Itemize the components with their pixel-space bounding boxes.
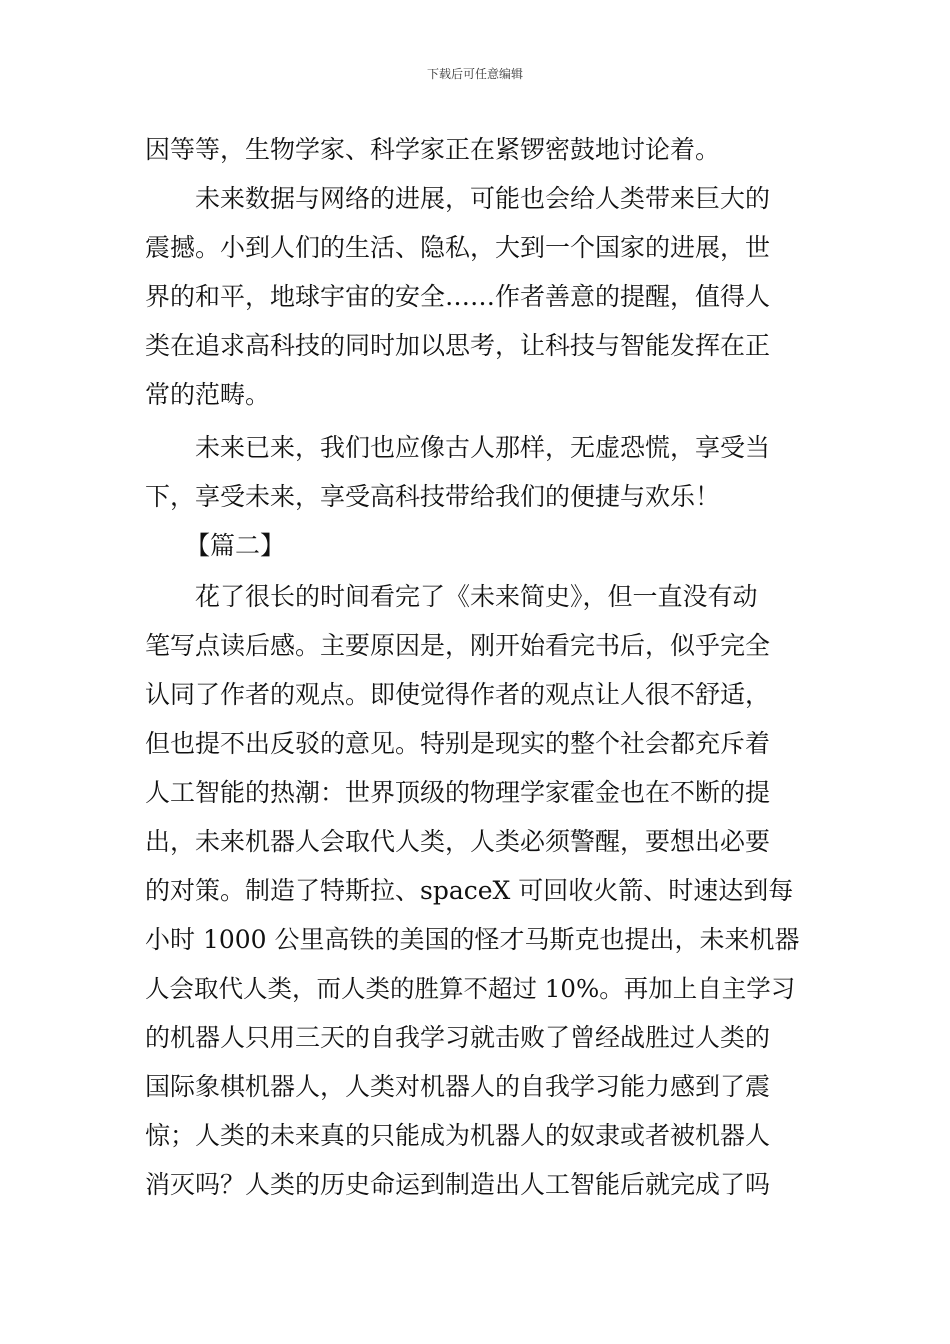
text-line: 类在追求高科技的同时加以思考，让科技与智能发挥在正	[145, 331, 771, 360]
page-header: 下载后可任意编辑	[426, 67, 523, 81]
paragraph-first-line: 花了很长的时间看完了《未来简史》，但一直没有动	[195, 582, 758, 611]
text-line: 小时 1000 公里高铁的美国的怪才马斯克也提出，未来机器	[145, 925, 800, 954]
text-line: 但也提不出反驳的意见。特别是现实的整个社会都充斥着	[145, 729, 771, 758]
text-line: 界的和平，地球宇宙的安全……作者善意的提醒，值得人	[145, 282, 771, 311]
text-line: 消灭吗？人类的历史命运到制造出人工智能后就完成了吗	[145, 1170, 771, 1199]
text-line: 常的范畴。	[145, 380, 271, 409]
text-line: 因等等，生物学家、科学家正在紧锣密鼓地讨论着。	[145, 135, 721, 164]
paragraph-first-line: 未来数据与网络的进展，可能也会给人类带来巨大的	[195, 184, 771, 213]
text-line: 下，享受未来，享受高科技带给我们的便捷与欢乐！	[145, 482, 721, 511]
paragraph-first-line: 未来已来，我们也应像古人那样，无虚恐慌，享受当	[195, 433, 771, 462]
text-line: 认同了作者的观点。即使觉得作者的观点让人很不舒适，	[145, 680, 771, 709]
text-line: 震撼。小到人们的生活、隐私，大到一个国家的进展，世	[145, 233, 771, 262]
text-line: 人工智能的热潮：世界顶级的物理学家霍金也在不断的提	[145, 778, 771, 807]
text-line: 的对策。制造了特斯拉、spaceX 可回收火箭、时速达到每	[145, 876, 794, 905]
text-line: 的机器人只用三天的自我学习就击败了曾经战胜过人类的	[145, 1023, 771, 1052]
section-heading: 【篇二】	[185, 531, 286, 560]
text-line: 国际象棋机器人，人类对机器人的自我学习能力感到了震	[145, 1072, 771, 1101]
text-line: 出，未来机器人会取代人类，人类必须警醒，要想出必要	[145, 827, 771, 856]
text-line: 人会取代人类，而人类的胜算不超过 10%。再加上自主学习	[145, 974, 796, 1003]
text-line: 笔写点读后感。主要原因是，刚开始看完书后，似乎完全	[145, 631, 771, 660]
text-line: 惊；人类的未来真的只能成为机器人的奴隶或者被机器人	[145, 1121, 771, 1150]
